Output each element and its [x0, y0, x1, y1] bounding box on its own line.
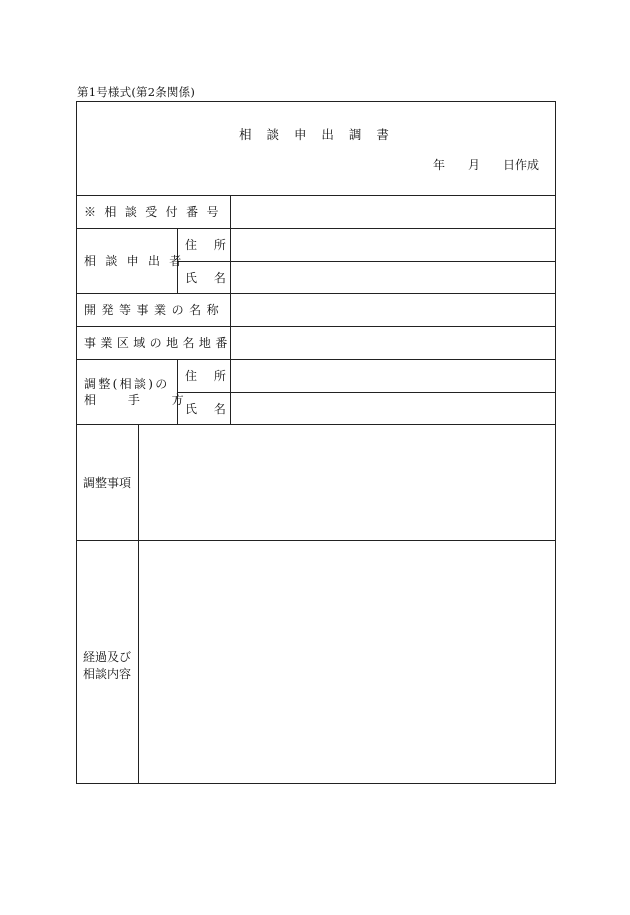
progress-label-line2: 相談内容: [83, 667, 132, 681]
applicant-address-field[interactable]: [231, 229, 555, 261]
counterpart-address-field[interactable]: [231, 360, 555, 392]
applicant-name-field[interactable]: [231, 262, 555, 293]
project-name-field[interactable]: [231, 294, 555, 326]
project-location-label: 事 業 区 域 の 地 名 地 番: [84, 336, 228, 350]
date-day-created: 日作成: [503, 158, 540, 172]
counterpart-label-line2: 相 手 方: [84, 393, 184, 407]
reception-number-field[interactable]: [231, 196, 555, 228]
divider-counterpart-column: [177, 359, 178, 424]
applicant-label: 相 談 申 出 者: [84, 254, 182, 268]
consultation-form-table: [76, 101, 556, 784]
project-location-field[interactable]: [231, 327, 555, 359]
date-month: 月: [468, 158, 481, 172]
adjustment-items-label: 調整事項: [83, 476, 132, 490]
reception-number-label: ※ 相 談 受 付 番 号: [84, 205, 219, 219]
counterpart-name-field[interactable]: [231, 393, 555, 424]
form-number-label: 第1号様式(第2条関係): [77, 85, 196, 99]
applicant-name-label: 氏 名: [185, 271, 226, 285]
project-name-label: 開 発 等 事 業 の 名 称: [84, 303, 219, 317]
date-year: 年: [433, 158, 446, 172]
adjustment-items-field[interactable]: [139, 425, 555, 540]
counterpart-address-label: 住 所: [185, 369, 226, 383]
progress-content-field[interactable]: [139, 541, 555, 783]
form-title: 相 談 申 出 調 書: [239, 127, 389, 142]
counterpart-label-line1: 調 整 ( 相 談 ) の: [84, 377, 168, 391]
applicant-address-label: 住 所: [185, 238, 226, 252]
counterpart-name-label: 氏 名: [185, 402, 226, 416]
progress-label-line1: 経過及び: [83, 650, 132, 664]
